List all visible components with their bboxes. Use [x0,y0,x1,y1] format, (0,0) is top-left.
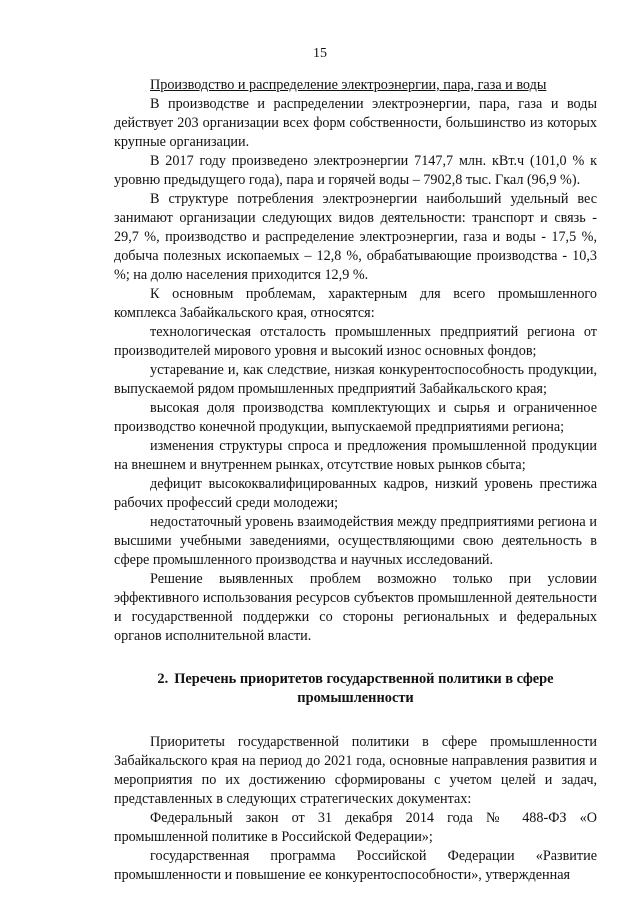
paragraph: К основным проблемам, характерным для всего промышленного комплекса Забайкальского края, относятся: [114,286,597,321]
list-item: недостаточный уровень взаимодействия между предприятиями региона и высшими учебными заведениями, осуществляющими свою деятельность в сфере промышленного производства и научных исследований. [114,514,597,568]
document-body [114,76,597,885]
section-title-line-2: промышленности [297,690,414,706]
paragraph: В структуре потребления электроэнергии наибольший удельный вес занимают организации следующих видов деятельности: транспорт и связь - 29,7 %, производство и распределение электроэнергии, газа и воды - 17,5 %, добыча полезных ископаемых – 12,8 %, обрабатывающие производства - 10,3 %; на долю населения приходится 12,9 %. [114,191,597,283]
paragraph: В производстве и распределении электроэнергии, пара, газа и воды действует 203 организации всех форм собственности, большинство из которых крупные организации. [114,96,597,150]
section-number: 2. [157,671,169,687]
list-item: государственная программа Российской Федерации «Развитие промышленности и повышение ее конкурентоспособности», утвержденная [114,848,597,883]
subsection-title: Производство и распределение электроэнергии, пара, газа и воды [150,77,547,93]
page-number: 15 [313,46,327,61]
list-item: высокая доля производства комплектующих и сырья и ограниченное производство конечной продукции, выпускаемой предприятиями региона; [114,400,597,435]
section-title-line-1: Перечень приоритетов государственной политики в сфере [174,671,554,687]
paragraph: Решение выявленных проблем возможно только при условии эффективного использования ресурсов субъектов промышленной деятельности и государственной поддержки со стороны региональных и федеральных органов исполнительной власти. [114,571,597,644]
list-item: изменения структуры спроса и предложения промышленной продукции на внешнем и внутреннем рынках, отсутствие новых рынков сбыта; [114,438,597,473]
list-item: устаревание и, как следствие, низкая конкурентоспособность продукции, выпускаемой рядом промышленных предприятий Забайкальского края; [114,362,597,397]
list-item: дефицит высококвалифицированных кадров, низкий уровень престижа рабочих профессий среди молодежи; [114,476,597,511]
list-item: Федеральный закон от 31 декабря 2014 года № 488-ФЗ «О промышленной политике в Российской Федерации»; [114,810,597,845]
paragraph: В 2017 году произведено электроэнергии 7147,7 млн. кВт.ч (101,0 % к уровню предыдущего года), пара и горячей воды – 7902,8 тыс. Гкал (96,9 %). [114,153,597,188]
list-item: технологическая отсталость промышленных предприятий региона от производителей мирового уровня и высокий износ основных фондов; [114,324,597,359]
paragraph: Приоритеты государственной политики в сфере промышленности Забайкальского края на период до 2021 года, основные направления развития и мероприятия по их достижению сформированы с учетом целей и задач, представленных в следующих стратегических документах: [114,734,597,807]
section-heading [114,670,597,708]
